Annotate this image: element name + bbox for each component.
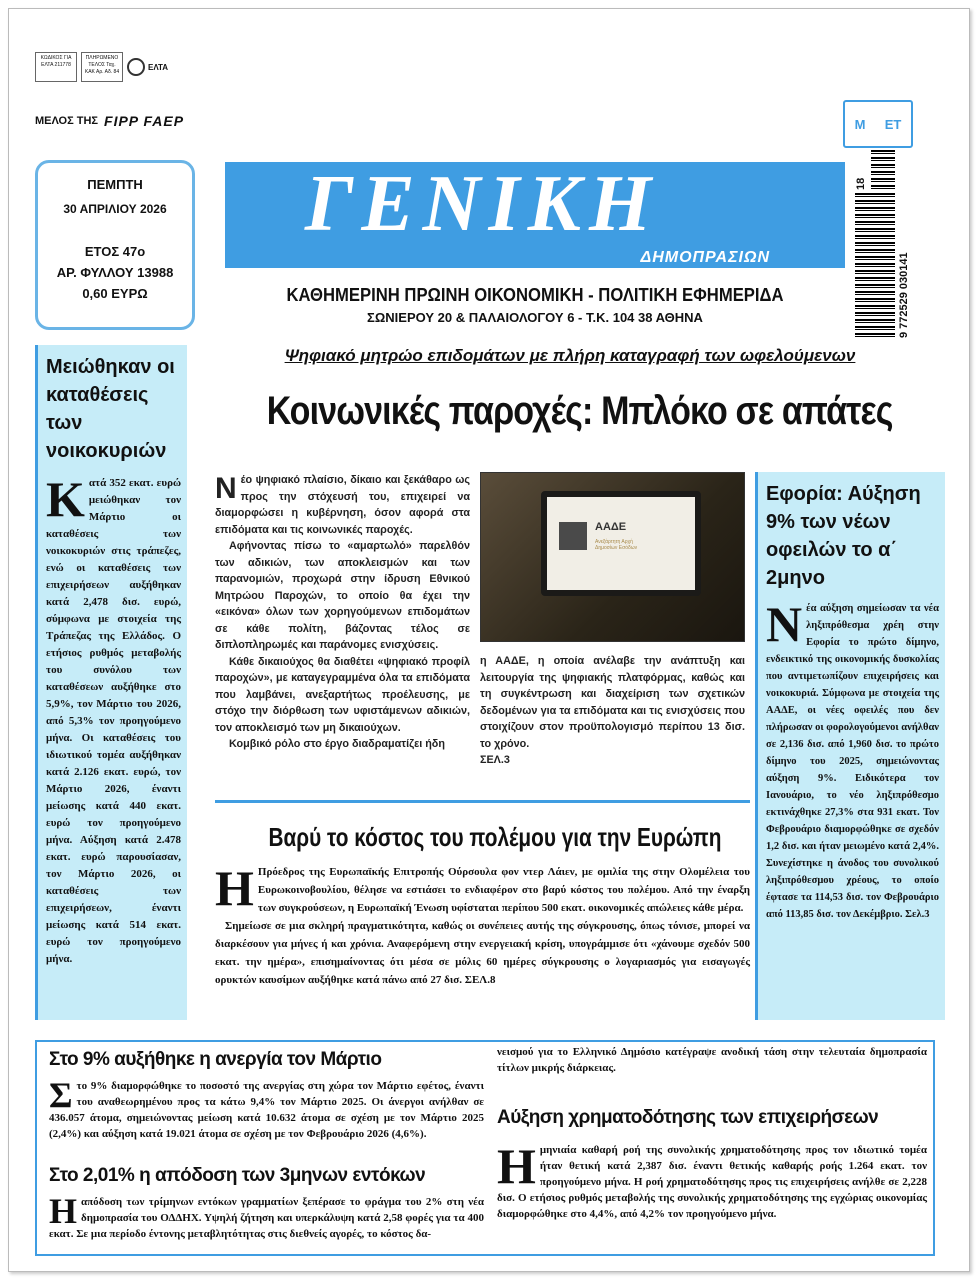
main-bars (855, 193, 895, 338)
brief-title: Αύξηση χρηματοδότησης των επιχειρήσεων (497, 1107, 879, 1128)
membership (35, 113, 184, 129)
left-article-text: ατά 352 εκατ. ευρώ μειώθηκαν τον Μάρτιο οι καταθέσεις των νοικοκυριών στις τράπεζες, ενώ οι καταθέσεις των επιχειρήσεων αυξήθηκαν κατά 2,478 δισ. ευρώ, σύμφωνα με στοιχεία της Τράπεζας της Ελλάδος. Ο ετήσιος ρυθμός μεταβολής του συνόλου των καταθέσεων αυξήθηκε στο 5,9%, τον Μάρτιο του 2026, από 5,3% τον προηγούμενο μήνα. Οι καταθέσεις του ιδιωτικού τομέα αυξήθηκαν κατά 2.126 εκατ. ευρώ, τον Μάρτιο 2026, έναντι μείωσης κατά 440 εκατ. ευρώ τον προηγούμενο μήνα. Αύξηση κατά 2.478 εκατ. ευρώ παρουσίασαν, τον Μάρτιο 2026, οι καταθέσεις των επιχειρήσεων, έναντι μείωσης κατά 514 εκατ. ευρώ τον προηγούμενο μήνα. (46, 477, 181, 965)
bottom-briefs (35, 1040, 935, 1256)
open-book-badge-icon (843, 100, 913, 148)
main-kicker: Ψηφιακό μητρώο επιδομάτων με πλήρη καταγραφή των ωφελούμενων (284, 346, 856, 365)
addon-bars (871, 150, 895, 190)
war-p1: Πρόεδρος της Ευρωπαϊκής Επιτροπής Ούρσουλα φον ντερ Λάιεν, με ομιλία της στην Ολομέλεια του Ευρωκοινοβουλίου, θέλησε να εστιάσει το ενδιαφέρον στο βαρύ κόστος του πολέμου. Από την έναρξη των συγκρούσεων, η Ευρωπαϊκή Ένωση υφίσταται περίπου 500 εκατ. οικονομικές απώλειες κάθε μέρα. (257, 866, 750, 914)
right-article-text: έα αύξηση σημείωσαν τα νέα ληξιπρόθεσμα χρέη στην Εφορία το πρώτο δίμηνο, ενδεικτικό της οικονομικής δυσκολίας που αντιμετωπίζουν επιχειρήσεις και νοικοκυριά. Σύμφωνα με στοιχεία της ΑΑΔΕ, οι νέες οφειλές που δεν πλήρωσαν οι φορολογούμενοι ανήλθαν σε 2,136 δισ. από 1,960 δισ. το πρώτο δίμηνο του 2025, σημειώνοντας αύξηση 9%. Ειδικότερα τον Ιανουάριο, το νέο ληξιπρόθεσμο εκτινάχθηκε 27,3% στα 931 εκατ. Τον Φεβρουάριο διαμορφώθηκε σε σχεδόν 1,2 δισ. και ήταν μειωμένο κατά 2,4%. Συνεχίστηκε η άνοδος του συνολικού ληξιπρόθεσμου χρέους, το οποίο έφτασε τα 114,53 δισ. τον Φεβρουάριο από 113,85 δισ. τον Δεκέμβριο. Σελ.3 (766, 603, 939, 920)
screen-subtitle: Ανεξάρτητη Αρχή Δημοσίων Εσόδων (595, 539, 638, 551)
brief-text: μηνιαία καθαρή ροή της συνολικής χρηματοδότησης προς τον ιδιωτικό τομέα ήταν θετική κατά 2,387 δισ. έναντι θετικής καθαρής ροής 1.264 εκατ. τον προηγούμενο μήνα. Η ροή χρηματοδότησης προς τις επιχειρήσεις ανήλθε σε 2,228 δισ. Ο ετήσιος ρυθμός μεταβολής της συνολικής χρηματοδότησης της εγχώριας οικονομίας διαμορφώθηκε στο 4,4%, από 4,2% τον προηγούμενο μήνα. (497, 1144, 927, 1220)
elta-ring-icon (127, 58, 145, 76)
price: 0,60 ΕΥΡΩ (82, 286, 148, 301)
laptop-screen (541, 491, 701, 596)
brief-body (49, 1191, 484, 1242)
brief-body (49, 1075, 484, 1142)
war-article (215, 860, 750, 989)
main-p5: η ΑΑΔΕ, η οποία ανέλαβε την ανάπτυξη και λειτουργία της ψηφιακής πλατφόρμας, καθώς και τη συγκέντρωση και διαχείριση των σχετικών δεδομένων για τα επιδόματα και τις ενισχύσεις που στοιχίζουν στον προϋπολογισμό περίπου 13 δισ. το χρόνο. (480, 655, 745, 750)
elta-logo (127, 58, 168, 76)
main-p3: Κάθε δικαιούχος θα διαθέτει «ψηφιακό προφίλ παροχών», με καταγεγραμμένα όλα τα επιδόματα που λαμβάνει, ανεξαρτήτως προέλευσης, με στόχο την διόρθωση των υφιστάμενων αδικιών, τον αποκλεισμό των μη δικαιούχων. (215, 655, 470, 734)
masthead (225, 162, 845, 268)
date-box (35, 160, 195, 330)
postal-marks (35, 52, 168, 82)
war-p2: Σημείωσε σε μια σκληρή πραγματικότητα, καθώς οι συνέπειες αυτής της σύγκρουσης, όπως τόνισε, μπορεί να διαρκέσουν για μήνες ή και χρόνια. Αναφερόμενη στην ενεργειακή κρίση, υπογράμμισε ότι «χάνουμε σχεδόν 500 εκατ. την ημέρα», επισημαίνοντας ότι μέσα σε μόλις 60 ημέρες σύγκρουσης ο λογαριασμός για εισαγωγές ορυκτών καυσίμων αυξήθηκε κατά πάνω από 27 δισ. ΣΕΛ.8 (215, 920, 750, 986)
tagline: ΚΑΘΗΜΕΡΙΝΗ ΠΡΩΙΝΗ ΟΙΚΟΝΟΜΙΚΗ - ΠΟΛΙΤΙΚΗ ΕΦΗΜΕΡΙΔΑ (286, 284, 784, 305)
drop-cap: Η (215, 860, 254, 916)
brief-title: Στο 2,01% η απόδοση των 3μηνων εντόκων (49, 1165, 426, 1186)
brief-financing (497, 1106, 927, 1222)
screen-title: ΑΑΔΕ (595, 521, 627, 533)
drop-cap: Κ (46, 471, 85, 527)
brief-title: Στο 9% αυξήθηκε η ανεργία τον Μάρτιο (49, 1049, 382, 1070)
postage-paid-box: ΠΛΗΡΩΜΕΝΟ ΤΕΛΟΣ Ταχ. ΚΑΚ Αρ. Αδ. 84 (81, 52, 123, 82)
main-article-col2 (480, 653, 745, 769)
weekday: ΠΕΜΠΤΗ (87, 177, 143, 192)
brief-text-cont: νεισμού για το Ελληνικό Δημόσιο κατέγραψε ανοδική τάση στην τελευταία δημοπρασία τίτλων μικρής διάρκειας. (497, 1046, 927, 1074)
brief-tbills-cont (497, 1044, 927, 1076)
main-barcode (855, 193, 915, 338)
right-article (755, 472, 945, 1020)
barcode (855, 150, 915, 340)
badge-left: Μ (854, 116, 866, 132)
war-headline: Βαρύ το κόστος του πολέμου για την Ευρώπη (268, 822, 722, 852)
brief-text: απόδοση των τρίμηνων εντόκων γραμματίων ξεπέρασε το φράγμα του 2% στη νέα δημοπρασία του ΟΔΔΗΧ. Υψηλή ζήτηση και υπερκάλυψη κατά 2,58 φορές για τα 400 εκατ. Σε μια περίοδο έντονης μεταβλητότητας στις διεθνείς αγορές, το κόστος δα- (49, 1196, 484, 1240)
main-article-col1 (215, 472, 470, 753)
addon-number: 18 (855, 177, 867, 190)
postal-code-box: ΚΩΔΙΚΟΣ ΓΙΑ ΕΛΤΑ 211778 (35, 52, 77, 82)
fipp-faep-logo: FIPP FAEP (104, 113, 185, 129)
drop-cap: Η (497, 1138, 536, 1194)
main-page-ref: ΣΕΛ.3 (480, 754, 510, 766)
laptop-photo (480, 472, 745, 642)
main-headline: Κοινωνικές παροχές: Μπλόκο σε απάτες (266, 389, 893, 433)
main-p1: έο ψηφιακό πλαίσιο, δίκαιο και ξεκάθαρο ως προς την στόχευσή του, επιχειρεί να διαμορφώσει η κυβέρνηση, όσον αφορά στα επιδόματα και τις κοινωνικές παροχές. (215, 474, 470, 536)
brief-tbills (49, 1164, 484, 1242)
main-p2: Αφήνοντας πίσω το «αμαρτωλό» παρελθόν των αδικιών, των αποκλεισμών και των παρανομιών, προχωρά στην ίδρυση Εθνικού Μητρώου Παροχών, το οποίο θα έχει την «εικόνα» όλων των χορηγούμενων επιδομάτων σε κάθε πολίτη, βάζοντας τέλος σε διπλοπληρωμές και παράνομες ενισχύσεις. (215, 540, 470, 651)
aade-logo-icon (559, 522, 587, 550)
brief-unemployment (49, 1048, 484, 1142)
year-number: ΕΤΟΣ 47ο (84, 244, 146, 259)
drop-cap: Ν (766, 596, 803, 652)
badge-right: ΕΤ (884, 116, 902, 132)
left-article-title: Μειώθηκαν οι καταθέσεις των νοικοκυριών (46, 356, 175, 462)
masthead-subtitle: ΔΗΜΟΠΡΑΣΙΩΝ (640, 249, 770, 266)
barcode-number: 9 772529 030141 (898, 252, 910, 338)
divider (215, 800, 750, 803)
addon-barcode (855, 150, 915, 190)
brief-body (497, 1138, 927, 1222)
masthead-title: ΓΕΝΙΚΗ (305, 160, 660, 248)
issue-number: ΑΡ. ΦΥΛΛΟΥ 13988 (56, 265, 174, 280)
left-article (35, 345, 187, 1020)
right-article-title: Εφορία: Αύξηση 9% των νέων οφειλών το α΄ 2μηνο (766, 483, 921, 589)
address: ΣΩΝΙΕΡΟΥ 20 & ΠΑΛΑΙΟΛΟΓΟΥ 6 - Τ.Κ. 104 38 ΑΘΗΝΑ (367, 310, 703, 325)
drop-cap: Η (49, 1191, 78, 1231)
elta-text: ΕΛΤΑ (148, 62, 169, 72)
main-p4: Κομβικό ρόλο στο έργο διαδραματίζει ήδη (229, 738, 445, 750)
drop-cap: Σ (49, 1075, 73, 1115)
drop-cap: Ν (215, 472, 237, 505)
brief-text: το 9% διαμορφώθηκε το ποσοστό της ανεργίας στη χώρα τον Μάρτιο εφέτος, έναντι του αναθεωρημένου προς τα κάτω 9,4% τον Μάρτιο 2025. Οι άνεργοι ανήλθαν σε 436.057 άτομα, σημειώνοντας μείωση κατά 10.632 άτομα σε σχέση με τον Μάρτιο 2025 (2,4%) και αύξηση κατά 19.021 άτομα σε σχέση με τον Φεβρουάριο 2026 (4,6%). (49, 1080, 484, 1140)
issue-date: 30 ΑΠΡΙΛΙΟΥ 2026 (63, 202, 167, 216)
left-article-body (46, 471, 181, 968)
right-article-body (766, 596, 939, 923)
member-label: ΜΕΛΟΣ ΤΗΣ (35, 115, 99, 127)
